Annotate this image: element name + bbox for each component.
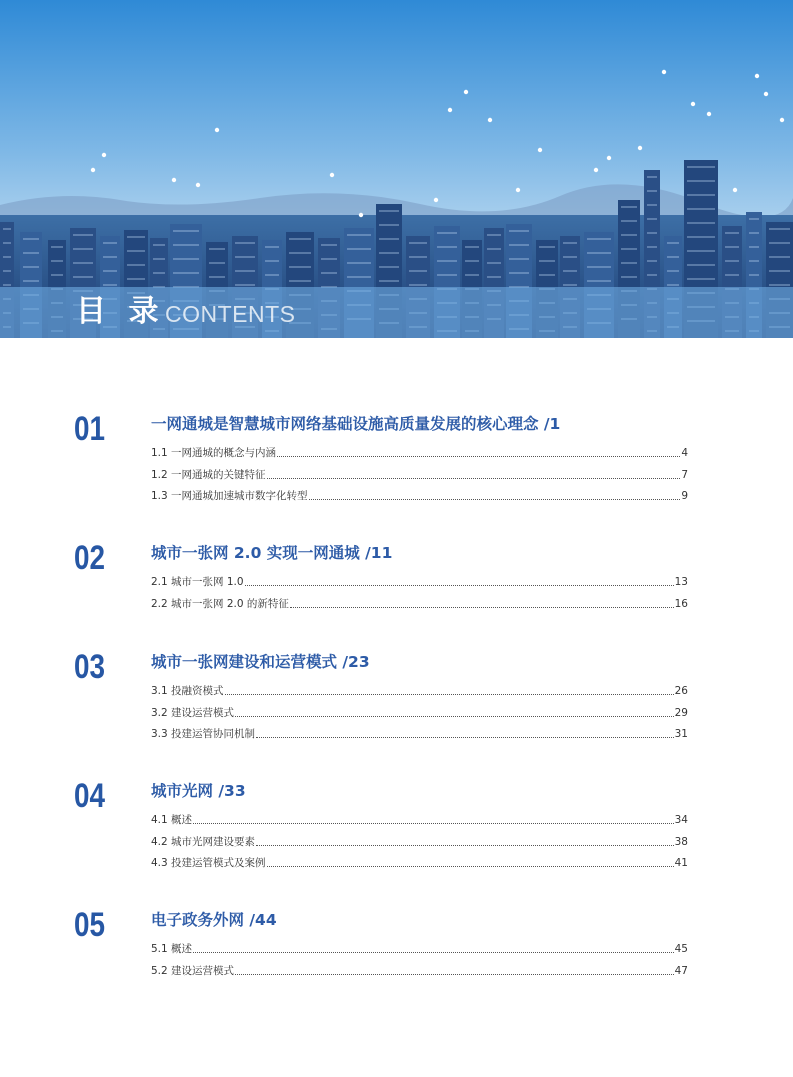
building-window-lights xyxy=(3,242,11,244)
page-title: 目 录 xyxy=(76,294,165,329)
toc-entry-label: 4.2 城市光网建设要素 xyxy=(151,836,256,848)
building-window-lights xyxy=(73,276,93,278)
building-window-lights xyxy=(379,238,399,240)
building-window-lights xyxy=(265,260,279,262)
toc-entry-page: 47 xyxy=(674,965,688,977)
building-window-lights xyxy=(563,242,577,244)
toc-entry[interactable] xyxy=(151,964,688,978)
toc-entry-label: 2.1 城市一张网 1.0 xyxy=(151,576,244,588)
building-window-lights xyxy=(103,242,117,244)
section-title[interactable]: 一网通城是智慧城市网络基础设施高质量发展的核心理念 /1 xyxy=(151,415,561,433)
building-window-lights xyxy=(51,260,63,262)
building-window-lights xyxy=(437,232,457,234)
section-title[interactable]: 城市光网 /33 xyxy=(151,782,246,800)
building-window-lights xyxy=(265,246,279,248)
toc-entry-label: 4.1 概述 xyxy=(151,814,193,826)
building-window-lights xyxy=(437,246,457,248)
toc-entry-label: 5.1 概述 xyxy=(151,943,193,955)
section-number: 01 xyxy=(74,410,106,448)
building-window-lights xyxy=(621,276,637,278)
building-window-lights xyxy=(621,248,637,250)
building-window-lights xyxy=(509,272,529,274)
building-window-lights xyxy=(647,190,657,192)
building-window-lights xyxy=(687,208,715,210)
building-window-lights xyxy=(769,242,790,244)
toc-entry-label: 5.2 建设运营模式 xyxy=(151,965,235,977)
dot-leader xyxy=(245,585,674,586)
toc-entry[interactable] xyxy=(151,575,688,589)
section-title[interactable]: 电子政务外网 /44 xyxy=(151,911,277,929)
building-window-lights xyxy=(321,272,337,274)
dot-leader xyxy=(290,607,674,608)
building-window-lights xyxy=(647,218,657,220)
dot-leader xyxy=(193,823,674,824)
building-window-lights xyxy=(667,284,679,286)
building-window-lights xyxy=(725,246,739,248)
building-window-lights xyxy=(509,244,529,246)
light-beam-tip xyxy=(215,128,219,132)
building-window-lights xyxy=(563,270,577,272)
toc-entry-page: 41 xyxy=(674,857,688,869)
building-window-lights xyxy=(667,256,679,258)
building-window-lights xyxy=(667,242,679,244)
building-window-lights xyxy=(487,234,501,236)
building-window-lights xyxy=(173,258,199,260)
building-window-lights xyxy=(235,256,255,258)
light-beam-tip xyxy=(733,188,737,192)
building-window-lights xyxy=(173,272,199,274)
building-window-lights xyxy=(51,274,63,276)
building-window-lights xyxy=(289,266,311,268)
toc-entry-label: 3.2 建设运营模式 xyxy=(151,707,235,719)
building-window-lights xyxy=(687,166,715,168)
building-window-lights xyxy=(3,284,11,286)
light-beam-tip xyxy=(330,173,334,177)
building-window-lights xyxy=(667,270,679,272)
building-window-lights xyxy=(465,274,479,276)
toc-entry[interactable] xyxy=(151,942,688,956)
building-window-lights xyxy=(687,222,715,224)
dot-leader xyxy=(235,716,674,717)
building-window-lights xyxy=(563,256,577,258)
page-title-english: CONTENTS xyxy=(165,301,296,327)
building-window-lights xyxy=(687,236,715,238)
building-window-lights xyxy=(647,274,657,276)
dot-leader xyxy=(309,499,681,500)
building-window-lights xyxy=(347,234,371,236)
section-title[interactable]: 城市一张网建设和运营模式 /23 xyxy=(151,653,370,671)
building-window-lights xyxy=(647,176,657,178)
light-beam-tip xyxy=(607,156,611,160)
building-window-lights xyxy=(465,246,479,248)
toc-entry-label: 4.3 投建运管模式及案例 xyxy=(151,857,266,869)
building-window-lights xyxy=(539,274,555,276)
toc-entry-page: 31 xyxy=(674,728,688,740)
light-beam-tip xyxy=(172,178,176,182)
building-window-lights xyxy=(347,276,371,278)
building-window-lights xyxy=(103,270,117,272)
light-beam-tip xyxy=(780,118,784,122)
light-beam-tip xyxy=(691,102,695,106)
building-window-lights xyxy=(153,258,165,260)
building-window-lights xyxy=(235,284,255,286)
building-window-lights xyxy=(347,248,371,250)
building-window-lights xyxy=(3,256,11,258)
light-beam-tip xyxy=(448,108,452,112)
toc-entry[interactable] xyxy=(151,813,688,827)
dot-leader xyxy=(277,456,680,457)
building-window-lights xyxy=(487,276,501,278)
building-window-lights xyxy=(321,244,337,246)
building-window-lights xyxy=(153,272,165,274)
building-window-lights xyxy=(289,280,311,282)
light-beam-tip xyxy=(464,90,468,94)
building-window-lights xyxy=(621,234,637,236)
building-window-lights xyxy=(379,266,399,268)
toc-entry-page: 34 xyxy=(674,814,688,826)
building-window-lights xyxy=(621,220,637,222)
dot-leader xyxy=(225,694,674,695)
building-window-lights xyxy=(509,258,529,260)
light-beam-tip xyxy=(638,146,642,150)
building-window-lights xyxy=(687,264,715,266)
toc-entry-label: 2.2 城市一张网 2.0 的新特征 xyxy=(151,598,289,610)
building-window-lights xyxy=(587,266,611,268)
building-window-lights xyxy=(409,256,427,258)
section-number: 03 xyxy=(74,648,106,686)
building-window-lights xyxy=(437,274,457,276)
toc-entry-page: 45 xyxy=(674,943,688,955)
building-window-lights xyxy=(265,274,279,276)
building-window-lights xyxy=(509,230,529,232)
building-window-lights xyxy=(127,250,145,252)
building-window-lights xyxy=(687,180,715,182)
building-window-lights xyxy=(769,284,790,286)
building-window-lights xyxy=(173,230,199,232)
building-window-lights xyxy=(235,242,255,244)
building-window-lights xyxy=(647,232,657,234)
building-window-lights xyxy=(73,248,93,250)
building-window-lights xyxy=(647,204,657,206)
toc-entry[interactable] xyxy=(151,446,688,460)
building-window-lights xyxy=(103,256,117,258)
building-window-lights xyxy=(289,238,311,240)
building-window-lights xyxy=(127,236,145,238)
building-window-lights xyxy=(769,228,790,230)
building-window-lights xyxy=(563,284,577,286)
toc-entry-page: 13 xyxy=(674,576,688,588)
toc-entry-label: 3.1 投融资模式 xyxy=(151,685,224,697)
light-beam-tip xyxy=(488,118,492,122)
building-window-lights xyxy=(23,238,39,240)
toc-entry-page: 26 xyxy=(674,685,688,697)
light-beam-tip xyxy=(594,168,598,172)
building-window-lights xyxy=(769,270,790,272)
dot-leader xyxy=(235,974,674,975)
building-window-lights xyxy=(379,224,399,226)
toc-entry-page: 4 xyxy=(681,447,688,459)
building-window-lights xyxy=(409,284,427,286)
building-window-lights xyxy=(73,262,93,264)
building-window-lights xyxy=(587,252,611,254)
building-window-lights xyxy=(465,260,479,262)
dot-leader xyxy=(267,478,681,479)
building-window-lights xyxy=(321,258,337,260)
building-window-lights xyxy=(127,264,145,266)
toc-entry-page: 7 xyxy=(681,469,688,481)
light-beam-tip xyxy=(91,168,95,172)
toc-entry-label: 1.3 一网通城加速城市数字化转型 xyxy=(151,490,308,502)
toc-entry-page: 38 xyxy=(674,836,688,848)
light-beam-tip xyxy=(764,92,768,96)
building-window-lights xyxy=(725,232,739,234)
building-window-lights xyxy=(3,270,11,272)
toc-entry-label: 1.1 一网通城的概念与内涵 xyxy=(151,447,277,459)
building-window-lights xyxy=(687,194,715,196)
light-beam-tip xyxy=(662,70,666,74)
building-window-lights xyxy=(379,252,399,254)
building-window-lights xyxy=(51,246,63,248)
building-window-lights xyxy=(725,274,739,276)
building-window-lights xyxy=(539,246,555,248)
building-window-lights xyxy=(621,206,637,208)
toc-entry-label: 1.2 一网通城的关键特征 xyxy=(151,469,266,481)
light-beam-tip xyxy=(538,148,542,152)
building-window-lights xyxy=(647,260,657,262)
building-window-lights xyxy=(173,244,199,246)
building-window-lights xyxy=(647,246,657,248)
building-window-lights xyxy=(235,270,255,272)
section-title[interactable]: 城市一张网 2.0 实现一网通城 /11 xyxy=(151,544,393,562)
building-window-lights xyxy=(289,252,311,254)
building-window-lights xyxy=(539,260,555,262)
section-number: 04 xyxy=(74,777,106,815)
toc-entry[interactable] xyxy=(151,706,688,720)
toc-entry[interactable] xyxy=(151,684,688,698)
toc-entry[interactable] xyxy=(151,468,688,482)
building-window-lights xyxy=(347,262,371,264)
building-window-lights xyxy=(687,250,715,252)
building-window-lights xyxy=(23,252,39,254)
light-beam-tip xyxy=(359,213,363,217)
section-number: 02 xyxy=(74,539,106,577)
building-window-lights xyxy=(769,256,790,258)
building-window-lights xyxy=(587,280,611,282)
dot-leader xyxy=(267,866,674,867)
toc-entry-page: 29 xyxy=(674,707,688,719)
building-window-lights xyxy=(379,210,399,212)
building-window-lights xyxy=(23,266,39,268)
building-window-lights xyxy=(587,238,611,240)
light-beam-tip xyxy=(707,112,711,116)
toc-entry[interactable] xyxy=(151,727,688,741)
light-beam-tip xyxy=(434,198,438,202)
building-window-lights xyxy=(103,284,117,286)
building-window-lights xyxy=(687,278,715,280)
dot-leader xyxy=(193,952,674,953)
dot-leader xyxy=(256,845,674,846)
light-beam-tip xyxy=(196,183,200,187)
building-window-lights xyxy=(153,244,165,246)
building-window-lights xyxy=(725,260,739,262)
toc-entry-page: 16 xyxy=(674,598,688,610)
toc-entry[interactable] xyxy=(151,597,688,611)
toc-entry-page: 9 xyxy=(681,490,688,502)
building-window-lights xyxy=(409,270,427,272)
building-window-lights xyxy=(3,228,11,230)
building-window-lights xyxy=(437,260,457,262)
building-window-lights xyxy=(127,278,145,280)
building-window-lights xyxy=(379,280,399,282)
toc-entry[interactable] xyxy=(151,856,688,870)
building-window-lights xyxy=(621,262,637,264)
building-window-lights xyxy=(487,262,501,264)
building-window-lights xyxy=(487,248,501,250)
light-beam-tip xyxy=(516,188,520,192)
toc-entry-label: 3.3 投建运管协同机制 xyxy=(151,728,256,740)
toc-entry[interactable] xyxy=(151,835,688,849)
light-beam-tip xyxy=(102,153,106,157)
building-window-lights xyxy=(23,280,39,282)
building-window-lights xyxy=(73,234,93,236)
toc-entry[interactable] xyxy=(151,489,688,503)
light-beam-tip xyxy=(755,74,759,78)
dot-leader xyxy=(256,737,674,738)
section-number: 05 xyxy=(74,906,106,944)
building-window-lights xyxy=(409,242,427,244)
